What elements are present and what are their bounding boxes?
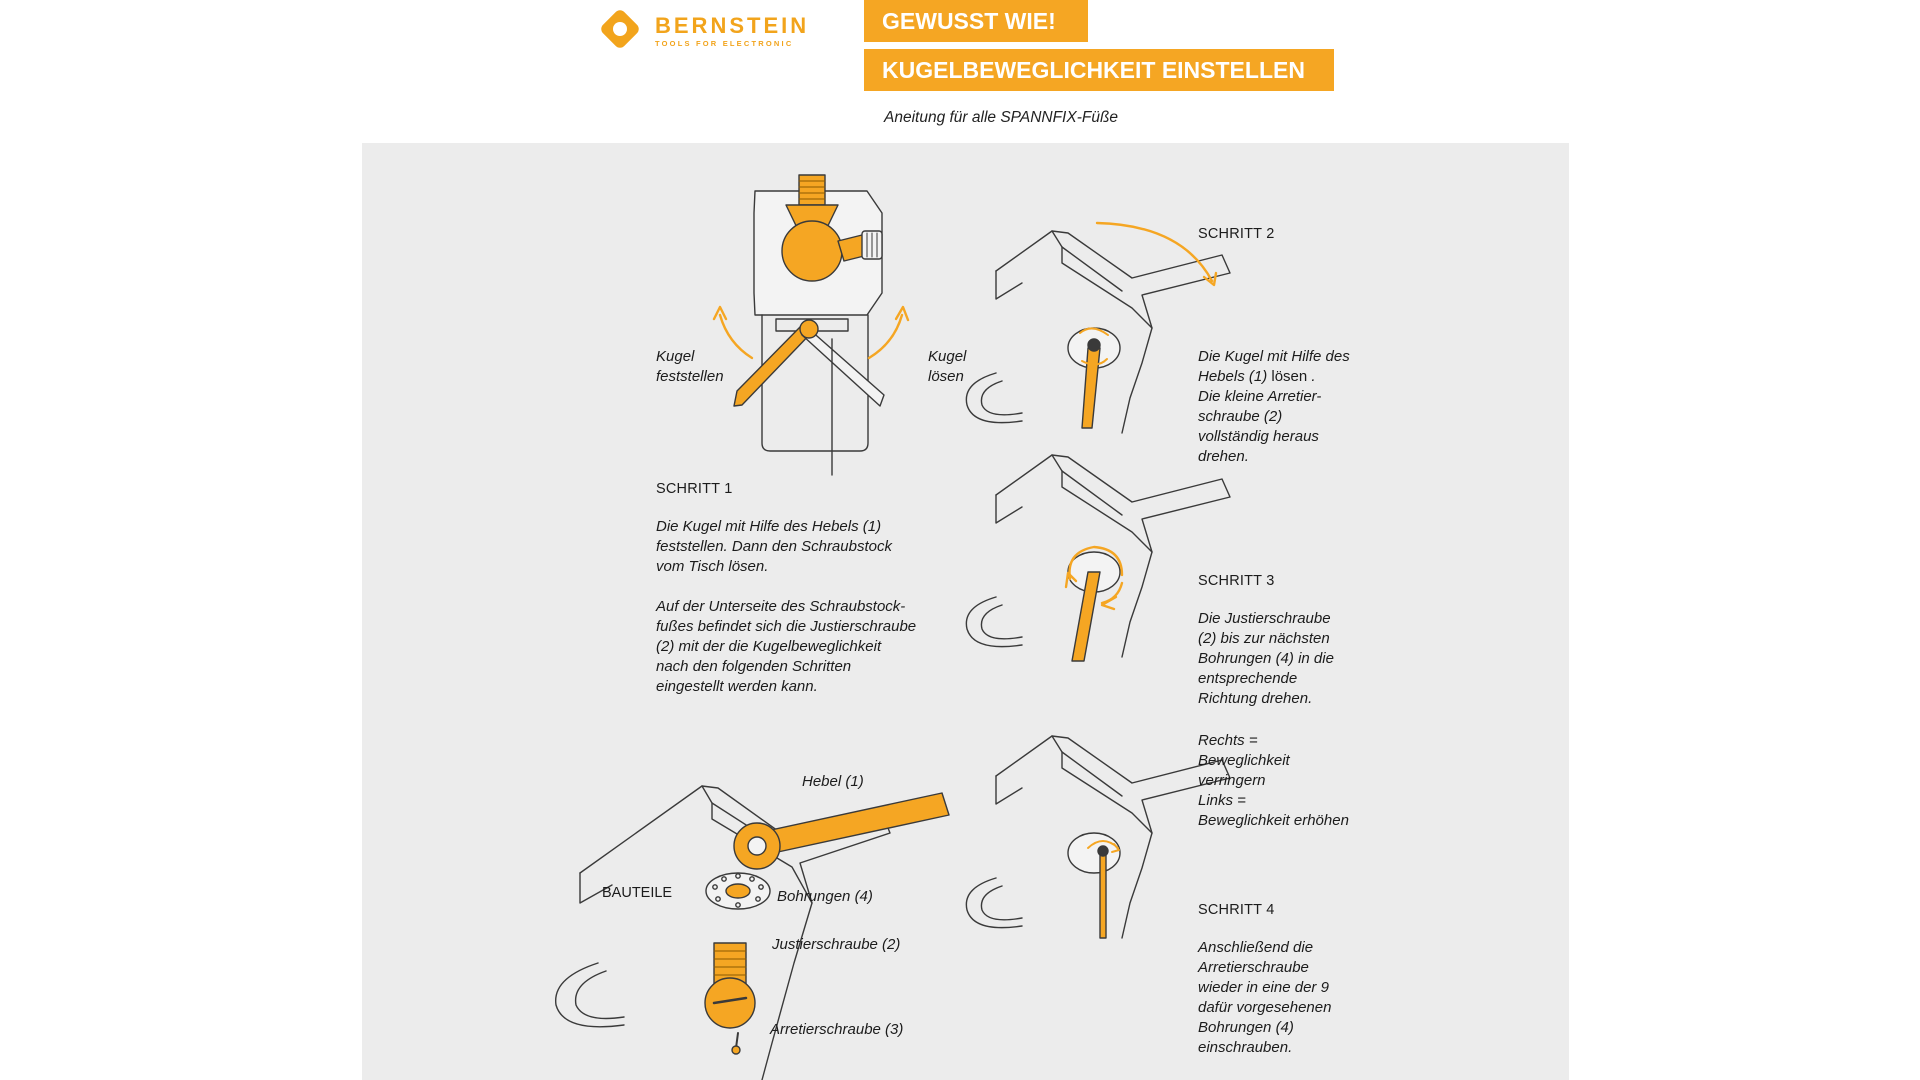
step2-heading: SCHRITT 2 — [1198, 226, 1275, 242]
parts-label-bohrungen: Bohrungen (4) — [777, 888, 873, 905]
step4-heading: SCHRITT 4 — [1198, 902, 1275, 918]
banner-title — [864, 0, 1088, 42]
step2-text-pre: Die Kugel mit Hilfe des Hebels (1) — [1198, 348, 1350, 385]
banner-subtitle-text: KUGELBEWEGLICHKEIT EINSTELLEN — [882, 56, 1305, 83]
step2-text-post: . Die kleine Arretier- schraube (2) vollständig heraus drehen. — [1198, 368, 1322, 465]
vise-front-illustration — [714, 175, 908, 475]
instruction-subtitle: Aneitung für alle SPANNFIX-Füße — [884, 109, 1119, 126]
brand-tagline: TOOLS FOR ELECTRONIC — [655, 39, 794, 48]
label-kugel-feststellen: Kugel feststellen — [656, 348, 724, 385]
banner-title-text: GEWUSST WIE! — [882, 7, 1056, 34]
step1-text-2: Auf der Unterseite des Schraubstock- fußes befindet sich die Justierschraube (2) mit der die Kugelbeweglichkeit nach den folgenden Schritten eingestellt werden kann. — [656, 598, 917, 695]
vise-step4-illustration — [966, 736, 1230, 938]
step1-text-1: Die Kugel mit Hilfe des Hebels (1) feststellen. Dann den Schraubstock vom Tisch lösen. — [656, 518, 892, 575]
bernstein-logo-icon — [597, 6, 643, 52]
step3-text-1: Die Justierschraube (2) bis zur nächsten Bohrungen (4) in die entsprechende Richtung drehen. — [1198, 610, 1334, 707]
step1-heading: SCHRITT 1 — [656, 481, 733, 497]
parts-label-hebel: Hebel (1) — [802, 773, 864, 790]
step3-text-2: Rechts = Beweglichkeit verringern Links = Beweglichkeit erhöhen — [1198, 732, 1349, 829]
parts-label-arretierschraube: Arretierschraube (3) — [770, 1021, 904, 1038]
bernstein-logo — [597, 6, 827, 54]
illustrations — [362, 143, 1569, 1080]
vise-step2-illustration — [966, 223, 1230, 433]
step2-text-bold: lösen — [1271, 368, 1308, 385]
vise-step3-illustration — [966, 455, 1230, 661]
banner-subtitle — [864, 49, 1334, 91]
step4-text: Anschließend die Arretierschraube wieder in eine der 9 dafür vorgesehenen Bohrungen (4) einschrauben. — [1198, 939, 1332, 1056]
parts-heading: BAUTEILE — [602, 885, 673, 901]
step2-text — [1198, 347, 1350, 467]
parts-label-justierschraube: Justierschraube (2) — [772, 936, 901, 953]
brand-name: BERNSTEIN — [655, 13, 810, 38]
label-kugel-loesen: Kugel lösen — [928, 348, 967, 385]
instruction-panel — [362, 143, 1569, 1080]
step3-heading: SCHRITT 3 — [1198, 573, 1275, 589]
